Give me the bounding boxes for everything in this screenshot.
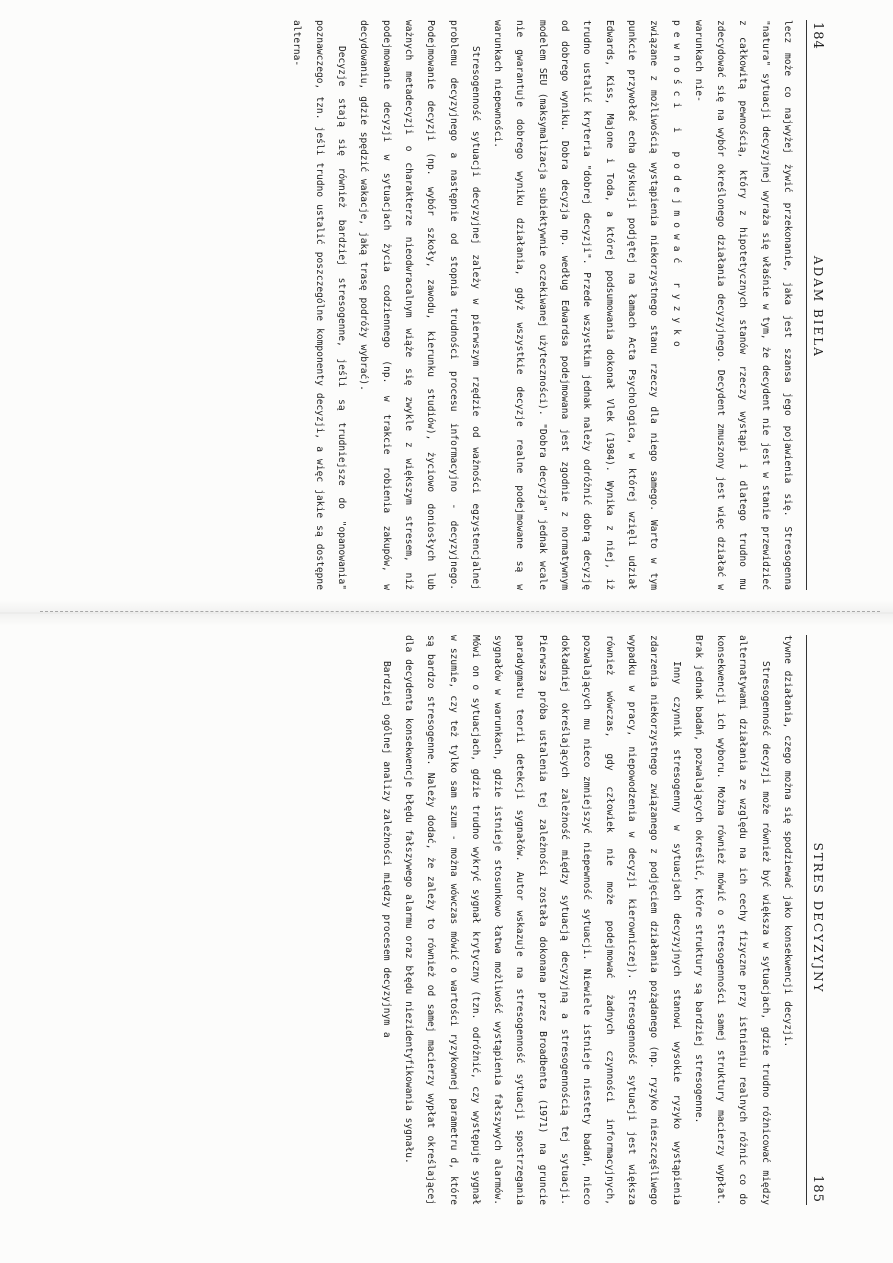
page-body (285, 20, 798, 590)
paragraph: związane z możliwością wystąpienia niekorzystnego stanu rzeczy dla niego samego. Warto w tym punkcie przywołać echa dyskusji podjętej na łamach Acta Psychologica, w której wzięli udział Edwards, Kiss, Majone i Toda, a której podsumowania dokonał Vlek (1984). Wynika z niej, iż trudno ustalić kryteria "dobrej decyzji". Przede wszystkim jednak należy odróżnić dobrą decyzję od dobrego wyniku. Dobra decyzja np. według Edwardsa podejmowana jest zgodnie z normatywnym modelem SEU (maksymalizacja subiektywnie oczekiwanej użyteczności). "Dobra decyzja" jednak wcale nie gwarantuje dobrego wyniku działania, gdyż wszystkie decyzje realne podejmowane są w warunkach niepewności. (492, 20, 660, 590)
running-head: STRES DECYZYJNY (811, 842, 825, 994)
paragraph: tywne działania, czego można się spodziewać jako konsekwencji decyzji. (782, 635, 793, 1048)
paragraph: Stresogenność decyzji może również być większa w sytuacjach, gdzie trudno różnicować między alternatywami działania ze względu na ich cechy fizyczne przy istnieniu realnych różnic co do konsekwencji ich wyboru. Można również mówić o stresogenności samej struktury macierzy wypłat. Brak jednak badań, pozwalających określić, które struktury są bardziej stresogenne. (692, 635, 771, 1205)
book-gutter-line (40, 611, 880, 612)
page-body (374, 635, 798, 1205)
page-number: 185 (810, 1175, 825, 1203)
page-number: 184 (810, 22, 825, 50)
paragraph: Stresogenność sytuacji decyzyjnej zależy w pierwszym rzędzie od ważności egzystencjalnej problemu decyzyjnego a następnie od stopnia trudności procesu informacyjno - decyzyjnego. Podejmowanie decyzji (np. wybór szkoły, zawodu, kierunku studiów), życiowo doniosłych lub ważnych metadecyzji o charakterze nieodwracalnym wiąże się zwykle z większym stresem, niż podejmowanie decyzji w sytuacjach życia codziennego (np. w trakcie robienia zakupów, w decydowaniu, gdzie spędzić wakacje, jaką trasę podróży wybrać). (358, 20, 481, 590)
page-header (806, 20, 825, 590)
paragraph: lecz może co najwyżej żywić przekonanie, jaka jest szansa jego pojawienia się. Stresogenna "natura" sytuacji decyzyjnej wyraża się właśnie w tym, że decydent nie jest w stanie przewidzieć z całkowitą pewnością, który z hipotetycznych stanów rzeczy wystąpi i dlatego trudno mu zdecydować się na wybór określonego działania decyzyjnego. Decydent zmuszony jest więc działać w warunkach nie- (692, 20, 793, 590)
running-head: ADAM BIELA (811, 255, 825, 358)
page-184 (55, 20, 825, 590)
page-185 (55, 635, 825, 1205)
paragraph: Inny czynnik stresogenny w sytuacjach decyzyjnych stanowi wysokie ryzyko wystąpienia zdarzenia niekorzystnego związanego z podjęciem działania pożądanego (np. ryzyko nieszczęśliwego wypadku w pracy, niepowodzenia w decyzji kierowniczej). Stresogenność sytuacji jest większa również wówczas, gdy człowiek nie może podejmować żadnych czynności informacyjnych, pozwalających mu nieco zmniejszyć niepewność sytuacji. Niewiele istnieje niestety badań, nieco dokładniej określających zależność między sytuacją decyzyjną a stresogennością tej sytuacji. Pierwsza próba ustalenia tej zależności została dokonana przez Broadbenta (1971) na gruncie paradygmatu teorii detekcji sygnałów. Autor wskazuje na stresogenność sytuacji spostrzegania sygnałów w warunkach, gdzie istnieje stosunkowo łatwa możliwość wystąpienia fałszywych alarmów. Mówi on o sytuacjach, gdzie trudno wykryć sygnał krytyczny (tzn. odróżnić, czy występuje sygnał w szumie, czy też tylko sam szum - można wówczas mówić o wartości ryzykownej parametru d, które są bardzo stresogenne. Należy dodać, że zależy to również od samej macierzy wypłat określającej dla decydenta konsekwencje błędu fałszywego alarmu oraz błędu niezidentyfikowania sygnału. (402, 635, 682, 1205)
paragraph-spaced-emphasis: pewności i podejmować ryzyko (670, 20, 682, 353)
paragraph: Decyzje stają się również bardziej stresogenne, jeśli są trudniejsze do "opanowania" poznawczego, tzn. jeśli trudno ustalić poszczególne komponenty decyzji, a więc jakie są dostępne alterna- (291, 20, 348, 590)
page-header (806, 635, 825, 1205)
paragraph: Bardziej ogólnej analizy zależności między procesem decyzyjnym a (380, 661, 392, 1038)
book-gutter-shadow (0, 600, 893, 626)
